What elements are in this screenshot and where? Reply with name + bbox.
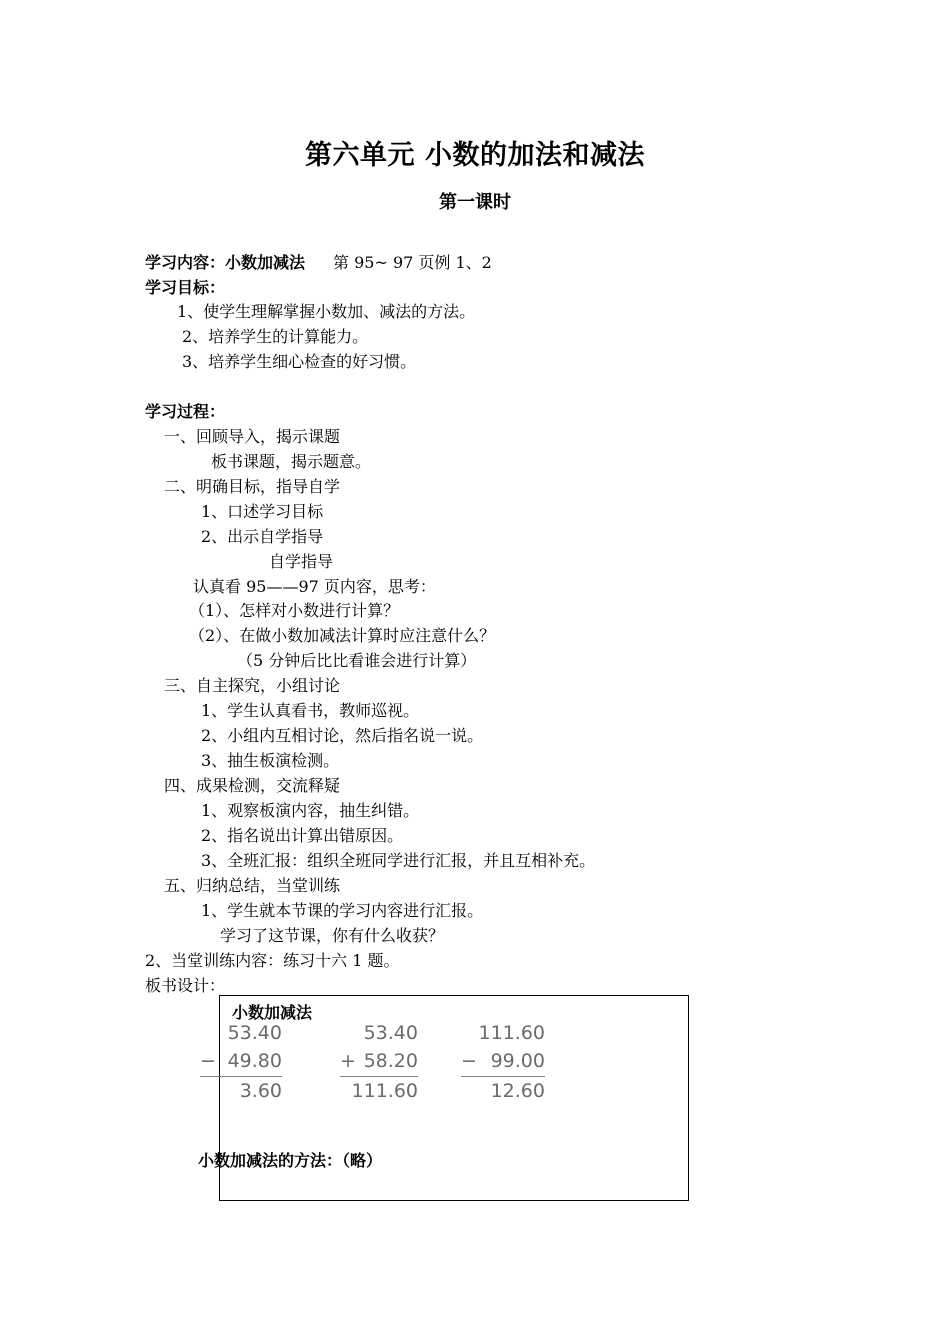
goals-label: 学习目标： — [145, 278, 226, 297]
process-line: 2、小组内互相讨论，然后指名说一说。 — [201, 726, 484, 745]
document-title: 第六单元 小数的加法和减法 — [305, 140, 645, 171]
process-line: 1、口述学习目标 — [201, 502, 324, 521]
process-line: （2）、在做小数加减法计算时应注意什么？ — [189, 626, 496, 645]
calc-bottom: 99.00 — [490, 1050, 545, 1072]
board-method: 小数加减法的方法：（略） — [198, 1151, 383, 1170]
calc-operator: − — [200, 1050, 216, 1072]
calc-subtraction-1 — [200, 1019, 282, 1105]
process-line: 1、学生就本节课的学习内容进行汇报。 — [201, 901, 484, 920]
process-line: 3、全班汇报：组织全班同学进行汇报，并且互相补充。 — [201, 851, 596, 870]
calc-result: 111.60 — [351, 1080, 418, 1102]
process-line: 五、归纳总结，当堂训练 — [164, 876, 341, 895]
goal-item: 2、培养学生的计算能力。 — [182, 327, 369, 346]
calc-bottom-row — [200, 1047, 282, 1075]
calc-top: 111.60 — [478, 1022, 545, 1044]
calc-addition — [340, 1019, 418, 1105]
process-line: 板书设计： — [145, 976, 226, 995]
calc-bottom: 49.80 — [227, 1050, 282, 1072]
process-line: （1）、怎样对小数进行计算？ — [189, 601, 400, 620]
process-line: （5 分钟后比比看谁会进行计算） — [237, 651, 477, 670]
process-line: 1、学生认真看书，教师巡视。 — [201, 701, 420, 720]
calc-operator: − — [461, 1050, 477, 1072]
content-pages: 第 95~ 97 页例 1、2 — [333, 253, 492, 272]
process-line: 四、成果检测，交流释疑 — [164, 776, 341, 795]
board-title: 小数加减法 — [232, 1003, 313, 1022]
process-line: 1、观察板演内容，抽生纠错。 — [201, 801, 420, 820]
calc-top: 53.40 — [227, 1022, 282, 1044]
calc-top: 53.40 — [363, 1022, 418, 1044]
process-line: 二、明确目标，指导自学 — [164, 477, 341, 496]
content-line — [145, 252, 492, 274]
calc-bottom-row — [340, 1047, 418, 1075]
process-line: 学习了这节课，你有什么收获？ — [220, 926, 445, 945]
process-line: 2、指名说出计算出错原因。 — [201, 826, 404, 845]
process-line: 自学指导 — [269, 552, 334, 571]
process-line: 一、回顾导入，揭示课题 — [164, 427, 341, 446]
process-line: 3、抽生板演检测。 — [201, 751, 340, 770]
calc-bottom: 58.20 — [363, 1050, 418, 1072]
calc-subtraction-2 — [461, 1019, 545, 1105]
process-line: 板书课题，揭示题意。 — [211, 452, 372, 471]
calc-operator: + — [340, 1050, 356, 1072]
process-line: 2、当堂训练内容：练习十六 1 题。 — [145, 951, 400, 970]
lesson-subtitle: 第一课时 — [439, 192, 511, 213]
process-label: 学习过程： — [145, 402, 226, 421]
calc-result: 3.60 — [239, 1080, 282, 1102]
process-line: 2、出示自学指导 — [201, 527, 324, 546]
content-label: 学习内容：小数加减法 — [145, 253, 306, 272]
calc-result: 12.60 — [490, 1080, 545, 1102]
process-line: 三、自主探究，小组讨论 — [164, 676, 341, 695]
goal-item: 1、使学生理解掌握小数加、减法的方法。 — [177, 302, 476, 321]
goal-item: 3、培养学生细心检查的好习惯。 — [182, 352, 417, 371]
calc-bottom-row — [461, 1047, 545, 1075]
process-line: 认真看 95——97 页内容，思考： — [193, 577, 436, 596]
